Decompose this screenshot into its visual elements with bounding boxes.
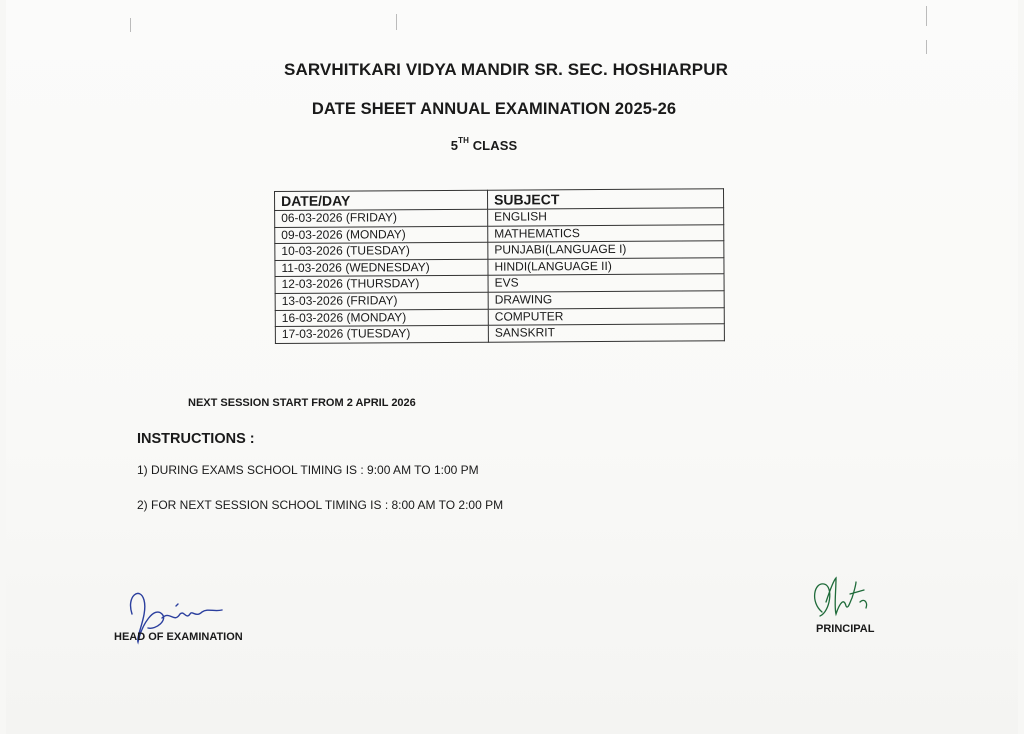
date-cell: 17-03-2026 (TUESDAY)	[275, 325, 488, 343]
table-body	[275, 208, 725, 343]
date-cell: 12-03-2026 (THURSDAY)	[275, 276, 488, 294]
subject-cell: MATHEMATICS	[488, 224, 724, 242]
subject-cell: PUNJABI(LANGUAGE I)	[488, 241, 724, 259]
subject-cell: COMPUTER	[488, 307, 724, 325]
school-name: SARVHITKARI VIDYA MANDIR SR. SEC. HOSHIARPUR	[284, 60, 728, 79]
scan-mark	[926, 6, 927, 26]
date-sheet-table	[274, 188, 725, 343]
date-cell: 09-03-2026 (MONDAY)	[275, 226, 488, 244]
column-header-subject: SUBJECT	[487, 189, 723, 209]
class-number: 5	[450, 138, 459, 153]
date-cell: 16-03-2026 (MONDAY)	[275, 309, 488, 327]
column-header-date: DATE/DAY	[275, 190, 488, 210]
date-cell: 13-03-2026 (FRIDAY)	[275, 292, 488, 310]
subject-cell: DRAWING	[488, 291, 724, 309]
head-of-examination-label: HEAD OF EXAMINATION	[114, 631, 243, 643]
instructions-heading: INSTRUCTIONS :	[137, 431, 255, 447]
instruction-item: 1) DURING EXAMS SCHOOL TIMING IS : 9:00 AM TO 1:00 PM	[137, 463, 479, 477]
table-row	[275, 324, 724, 343]
date-cell: 11-03-2026 (WEDNESDAY)	[275, 259, 488, 277]
date-cell: 10-03-2026 (TUESDAY)	[275, 242, 488, 260]
class-label	[0, 138, 984, 153]
class-word: CLASS	[472, 138, 518, 153]
next-session-notice: NEXT SESSION START FROM 2 APRIL 2026	[188, 397, 416, 409]
class-superscript: TH	[458, 136, 469, 145]
scan-mark	[130, 18, 131, 32]
subject-cell: EVS	[488, 274, 724, 292]
subject-cell: HINDI(LANGUAGE II)	[488, 258, 724, 276]
document-title: DATE SHEET ANNUAL EXAMINATION 2025-26	[311, 100, 677, 118]
principal-label: PRINCIPAL	[816, 623, 875, 635]
principal-signature	[806, 572, 876, 624]
instruction-item: 2) FOR NEXT SESSION SCHOOL TIMING IS : 8:00 AM TO 2:00 PM	[137, 498, 504, 512]
scan-mark	[396, 14, 397, 30]
subject-cell: ENGLISH	[488, 208, 724, 226]
scan-mark	[926, 40, 927, 54]
subject-cell: SANSKRIT	[488, 324, 724, 342]
date-cell: 06-03-2026 (FRIDAY)	[275, 209, 488, 227]
